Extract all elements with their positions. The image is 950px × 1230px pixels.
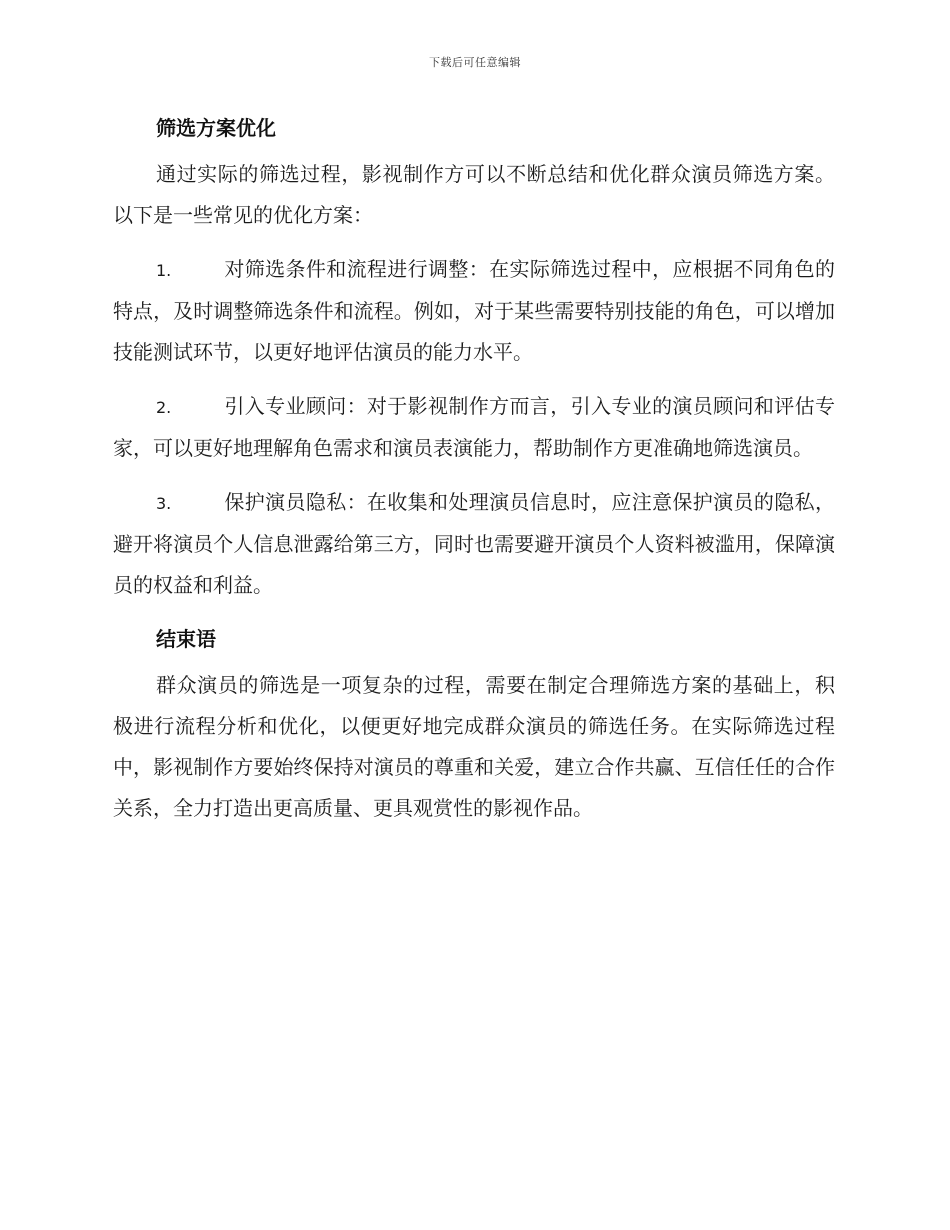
section-title-optimization: 筛选方案优化 [156,116,276,140]
list-text-1: 对筛选条件和流程进行调整：在实际筛选过程中，应根据不同角色的特点，及时调整筛选条件和流程。例如，对于某些需要特别技能的角色，可以增加技能测试环节，以更好地评估演员的能力水平。 [113,257,835,364]
conclusion-paragraph: 群众演员的筛选是一项复杂的过程，需要在制定合理筛选方案的基础上，积极进行流程分析和优化，以便更好地完成群众演员的筛选任务。在实际筛选过程中，影视制作方要始终保持对演员的尊重和关爱，建立合作共赢、互信任任的合作关系，全力打造出更高质量、更具观赏性的影视作品。 [113,673,835,820]
list-number-2: 2. [156,398,172,417]
header-note: 下载后可任意编辑 [429,56,521,69]
list-item-3 [113,482,835,606]
list-item-1 [113,249,835,373]
list-number-1: 1. [156,261,172,280]
list-text-2: 引入专业顾问：对于影视制作方而言，引入专业的演员顾问和评估专家，可以更好地理解角色需求和演员表演能力，帮助制作方更准确地筛选演员。 [113,394,835,460]
document-body [113,108,835,842]
list-number-3: 3. [156,494,172,513]
list-text-3: 保护演员隐私：在收集和处理演员信息时，应注意保护演员的隐私，避开将演员个人信息泄露给第三方，同时也需要避开演员个人资料被滥用，保障演员的权益和利益。 [113,490,835,597]
list-item-2 [113,386,835,469]
section-title-conclusion: 结束语 [156,627,216,651]
intro-paragraph: 通过实际的筛选过程，影视制作方可以不断总结和优化群众演员筛选方案。以下是一些常见的优化方案： [113,162,835,227]
